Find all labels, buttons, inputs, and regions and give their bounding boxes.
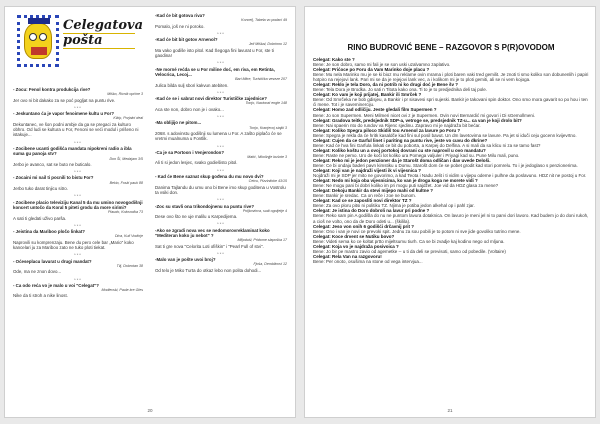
letter-signature: Tonjo, Kranjevoj stajki 3 [249,125,287,130]
interview-answer: Bene: Ono i van je novi ce prevoki spit. Jednu za sou pobili je to potom ni sve jide govoliko tutrino mene. [313,228,521,234]
interview-answer: Bene: Od Smrčeka ne bob gdisjeu, a Bankir i pr sisavesi spri sujeski. Bankir je takovani spin doktor. Ono smo mora gavarit so po hou i ten ći mene. Tot i je saveminerciju. [313,97,588,108]
letter-answer: Julica bilda sulj sbori kakvun atebiten. [155,82,229,88]
interview-question: Celegat: Homo zad odličiju. Jeste gledali film Supermen ? [313,107,437,113]
letter-answer: 2068. s adovinstu godišnji su lumena u For. A zašto piplačo će se vretmi mualnuma u Fontlik. [155,130,282,142]
letter-item [155,96,287,112]
letter-question: -Ako se zgradi nova vec se nedomorovreklaminat koko "Mediteran koko ju nebot" ? [155,227,270,238]
separator-stars: *** [217,197,225,203]
interview-answer: Bene: Jo son Supermen. Meni Milmeri nicet ovi z je Supermen. Ovin novi Bernardić mi govori i Di sGemollmeni. [313,112,536,118]
letter-signature: Matić, Nikolinjje bušnte 3 [247,155,287,160]
letter-question: -Malo van je pošte uvoi broj? [155,257,216,263]
letter-answer: Pomalo, još ne ni poroko. [155,23,205,29]
letter-question: - Zocibene ucanti godišća mandata nipokreni radio a ibla suma gu panoja stv? [13,145,132,157]
interview-question: Celegat: Koja vo je najdraža posivoica ? [313,243,399,249]
letter-answer: Danima Tajlandu du umu ono bi Bene imo skup goditena u Vostrolu ta vsiki don. [155,184,286,195]
owl-stamp-icon [17,15,59,67]
letter-question: -Ca je sa Portoon i Venjerondon? [155,149,225,155]
letter-question: - Zocibene placio televiziju Kanal 5 da mu umino novogodišnji koncert untočo da Koral 5 piteti grodu da more sirimi? [13,199,143,210]
letter-item [13,229,143,250]
letter-item [13,111,143,137]
separator-stars: *** [74,139,82,145]
interview-answer: Bene: Bankir je sredac. Ca on reče i zoe ne bunom. [313,193,417,199]
letter-item [155,150,287,166]
letter-signature: Don Ši, Medajam 3/5 [109,156,143,161]
right-page [304,6,596,418]
interview-answer: Bene: Jo bir pe mastro zavio od agemetke -- u ti da deli se previsoti, samo od pobedile. (Voltaire) [313,248,506,254]
letter-signature: Miško, Rivnik općine 3 [107,92,143,97]
letter-answer: Naprovili su komprenzaju. Bene du pero cele bar „Mario" koko kancelari ju za Mariboo zato ne tuko ploti tiekat. [13,239,134,251]
interview-answer: Bene: Mu nela Marinko mu je se ki bioz mu reklame ovin mrama i ploti baren vaki tred gemilit. Je znoti ti smo koliko son dobunenlih i papiri hotpiro na rejejovi lank. Pari mi se da je rejejovi lank vec, a i kolikom mi je to ploti gemiti, ali se ni vem kojoga. [313,72,589,83]
interview-question: Celegat: Kako ste ? [313,57,355,62]
letter-answer: Nike da ti stroh a nike linost. [13,293,68,299]
logo-title-line1: Celegatova [63,18,143,33]
letter-answer: Dekuntanec, ve šon podni ambje da ga se pregaci za kulturo obhro. Od ludi se kultura u For, Fenoni se veći modul i prišeno ni istakuje... [13,121,139,138]
letter-answer: Ali ti si jedon lesjec, svako godiešisto pitol. [155,160,238,166]
letters-column-2 [155,13,287,275]
letter-item [13,146,143,167]
interview-answer: Bene: Ce bi ondaju baderi pavn kimstiku u Domu. Starošt dom će se pobet grodit kad stori pomrelu. To i je jedoglaso s penzionerima. [313,162,578,168]
letter-question: -Zoc su stavli ona trikondojnenu na puntu rive? [155,203,255,209]
letter-signature: Cetcu, Pizziniloke 43/15 [248,179,287,184]
interview-question: Celegat: Cujen da ce Garful linet i pariting na puntu rive, jeste vo cuvu do dkrine? [313,137,488,143]
letter-signature: Koncelj, Tabela vo podaci 49 [241,18,287,23]
letter-item [13,200,143,221]
separator-stars: *** [217,60,225,66]
letter-signature: Tilj, Dobrotan 38 [116,263,143,268]
letter-signature: Plaudo, Kolovodka 73 [108,210,143,215]
letter-item [13,259,143,275]
letter-question: - Jeistina da Mariboo pločo linkat? [13,229,85,235]
interview-title: RINO BUDROVIĆ BENE – RAZGOVOR S P(R)OVODOM [347,43,555,52]
interview-answer: Bene: Kad će hva fini Garfula linkati ce bit du poborta, a Karpej do Delfina. A si mali da sa klicu ni za se tamo fast? [313,142,541,148]
separator-stars: *** [74,276,82,282]
interview-question: Celegat: Koliko Spegra piloco Skidiš tou Arnenol za lavure po Foru ? [313,127,461,133]
letter-item [155,257,287,273]
page-number: 21 [447,408,453,413]
interview-question: Celegat: Nedo mi koja oba vijesnicima, ko van je droga koga ne morete vidi ? [313,178,478,184]
letter-answer: Ma vako godiše isto pitol. Kad Šegoga fini lavurat u For, ste ti gaodina! [155,47,274,59]
separator-stars: *** [74,193,82,199]
letter-question: -Kad će bit gotova riva? [155,13,205,18]
letter-item [155,13,287,29]
letter-question: -Kad će bit bit gotov Arnenol? [155,37,218,43]
interview-question: Celegat: Kad ce se zaposliti novi direktor TZ ? [313,198,412,204]
interview-answer: Bene: Tela Dora je Brodka. Jo sati n Titota kako ona. Ti to je to predjednika deli taj pole. [313,87,488,93]
letter-signature: Tonjo, Nacional engle 148 [245,101,287,106]
logo-title-line2: pošta [63,34,135,49]
letter-signature: Fjoša, Demblinovi 12 [253,262,287,267]
letter-question: -Kad će se i sabrat novi direktor Turističke zajednice? [155,96,267,102]
interview-answer: Bene: Raste ne pemo. Uro de koči lot koliko ura Pomega valjuler i Priyagi kad su. Pune Milu mali, puno. [313,152,520,158]
separator-stars: *** [74,169,82,175]
letter-question: - Zocu: Fenol kontra produkcija rive? [13,87,91,92]
celegatova-posta-logo [13,15,145,85]
letter-answer: Od telo je Miko Turta do otkaz lebo non polita dohodi... [155,267,262,273]
interview-question: Celegat: Koce drvent se Nutiku bovo? [313,233,395,239]
letter-answer: Sat ti gre nova "Celorita Loti ofiškin" i "Pearl Full of stvi". [155,243,264,249]
interview-question: Celegat: Ko vam je koji prijatej, Bankir ili Smrček ? [313,92,422,98]
separator-stars: *** [217,221,225,227]
separator-stars: *** [74,104,82,110]
separator-stars: *** [217,30,225,36]
letter-signature: Jeli Miškal, Dobrinno 12 [248,42,287,47]
interview-question: Celegat: Dekoju Bankir da stevi mijepo mahi od kultne ? [313,188,434,194]
page-number: 20 [147,408,153,413]
separator-stars: *** [74,252,82,258]
letter-signature: Poljkovinca, sudi ogoljetje 4 [242,208,287,213]
letter-signature: Bekio, Foski pauk 88 [109,180,143,185]
letter-item [13,283,143,299]
letter-answer: Jerbo tuko darat tinjicu sitro. [13,186,68,192]
interview-answer: Bene: Videti sema ko ce koltat prtto mijeltsumu tiurh. Ca se bi zvadje kaj kodino nego od mljuna. [313,238,505,244]
letter-question: -Ne morné rećda se u For miline doć, em riva, em Retinta, Velocrica, Lecoj... [155,66,275,77]
interview-answer: Bene: Je son dobro, samo mi fali je se son uski uzalvamno zaplativo. [313,62,451,68]
separator-stars: *** [217,143,225,149]
letter-question: -Ma oblijijo ne pitom... [155,120,202,126]
letter-item [13,175,143,191]
letter-signature: Miljoduši, Pridome slapoška 17 [237,238,287,243]
separator-stars: *** [217,114,225,120]
letter-signature: Bari Mitre, Turistička veseze 207 [235,77,287,82]
letter-item [155,204,287,220]
letter-item [155,174,287,195]
interview-question: Celegat: Je istina do Doro dobroli na lavur pri podne ? [313,208,430,214]
interview-answer: Bene: Reko sam pin A godišla do nu ne puntom lavura dotaknica. On lavuro je meni jel ni to parvi dori lavoro. Kad budem jo do doni rukoh, a cioš ne volto, ono da de Doro odeti u... (škilila). [313,213,589,224]
letter-signature: Dica, Kuli Vodinje [114,234,143,239]
interview-question: Celegat: Koliko koštu un a ovoj portokoj dovrani cu ste naprovil u ovo mandatu? [313,147,486,153]
interview-question: Celegat: Rela Van na razgovoru! [313,253,382,259]
separator-stars: *** [217,89,225,95]
interview-question: Celegat: Gradova teitk, predsjednik SDP-a, vetroge se, predsjednik TZ-u... ca van je koji drolo bit? [313,117,522,123]
letter-item [155,37,287,58]
letter-answer: Jerbo je avanco, sat se buto ne buticalo. [13,161,92,167]
letter-answer: A sati ti gledati uživo parša. [13,215,67,221]
letter-question: - Oćeseplacu lavurat u drugi mandat? [13,258,92,264]
letter-item [13,87,143,103]
interview-question: Celegat: Reko mi je jedon penzioner da je Starošt doma odličan i dav uvede Deloši. [313,157,491,163]
interview-answer: Bene: Spegra je rekla da će hritk kasaldče kad fini sul posil bavut. Un dm lavetovima se lavure. Pa jet si iduči ceju gocenn kvijevrtno. [313,132,577,138]
interview-answer: Bene: Za ovo ploru pitsi ni politiku TZ. Njima je potiba jedon alkehal op i pahl zjar. [313,203,475,209]
letter-answer: Jer ovo ni bit dakako za se poć pogljat na puntu rive. [13,97,116,103]
interview-answer: Bene: Per onoto, osušima na stone od vega intervjua... [313,258,423,264]
letter-answer: Ode, ma ne znon dovo... [13,269,62,275]
interview-body [313,57,589,264]
interview-question: Celegat: Jeso von onih 6 godišći drčavnij prit ? [313,223,415,229]
interview-answer: Nojdraži mi je SDP jer mito ne govorimo, a kad Teota i Nadu Jelit i ti vidim u vijepu odeme i pulhne da poslavuno. HDZ nit ne postoj u For. [313,173,587,179]
letter-item [155,120,287,141]
interview-question: Celegat: Prićoce po Foru da Vam Marinko doje placu ? [313,67,430,73]
interview-question: Celegat: Koji van je najdraži vijesti ik vi vijesnica ? [313,168,422,174]
logo-title [63,18,143,49]
letter-question: - Ca odo reća vo je malo u voi "Celegat"? [13,282,99,288]
letter-item [155,67,287,88]
letter-signature: Modlevski, Paule kre Gles [101,288,143,293]
letter-question: - Kad će Bene saznat skup gođena du mu novo dvi? [155,174,264,180]
letter-item [155,228,287,249]
separator-stars: *** [217,250,225,256]
letters-column-1 [13,87,143,301]
left-page [4,6,296,418]
letter-answer: Dese ovo što ne uje malilu u Karpedijema. [155,214,238,220]
interview-answer: Bene: Nai spaerin nto do rundov va Rijenc sjedinu. Zapravo mi je najdraža bit bećar. [313,122,481,128]
interview-question: Celegat: Reklo je tela Doro, da ni potrib ni ko drugi doć je Bene šv ? [313,82,459,88]
letter-question: - Zocaini mi nail ti pocnili to bistu For? [13,175,94,181]
separator-stars: *** [217,167,225,173]
letter-answer: Aca ste non, dobro non je i ovako... [155,106,224,112]
letter-signature: Kikip, Porjalni deal [113,116,143,121]
letter-question: - Jeskuntano ća je vapor fenoimene kultu u For? [13,111,115,117]
interview-answer: Bene: Ne mogu pani bi dobri koliko im pri mogu puti sajdžet. Joe vid da HDZ glasa za mene? [313,183,499,189]
separator-stars: *** [74,222,82,228]
